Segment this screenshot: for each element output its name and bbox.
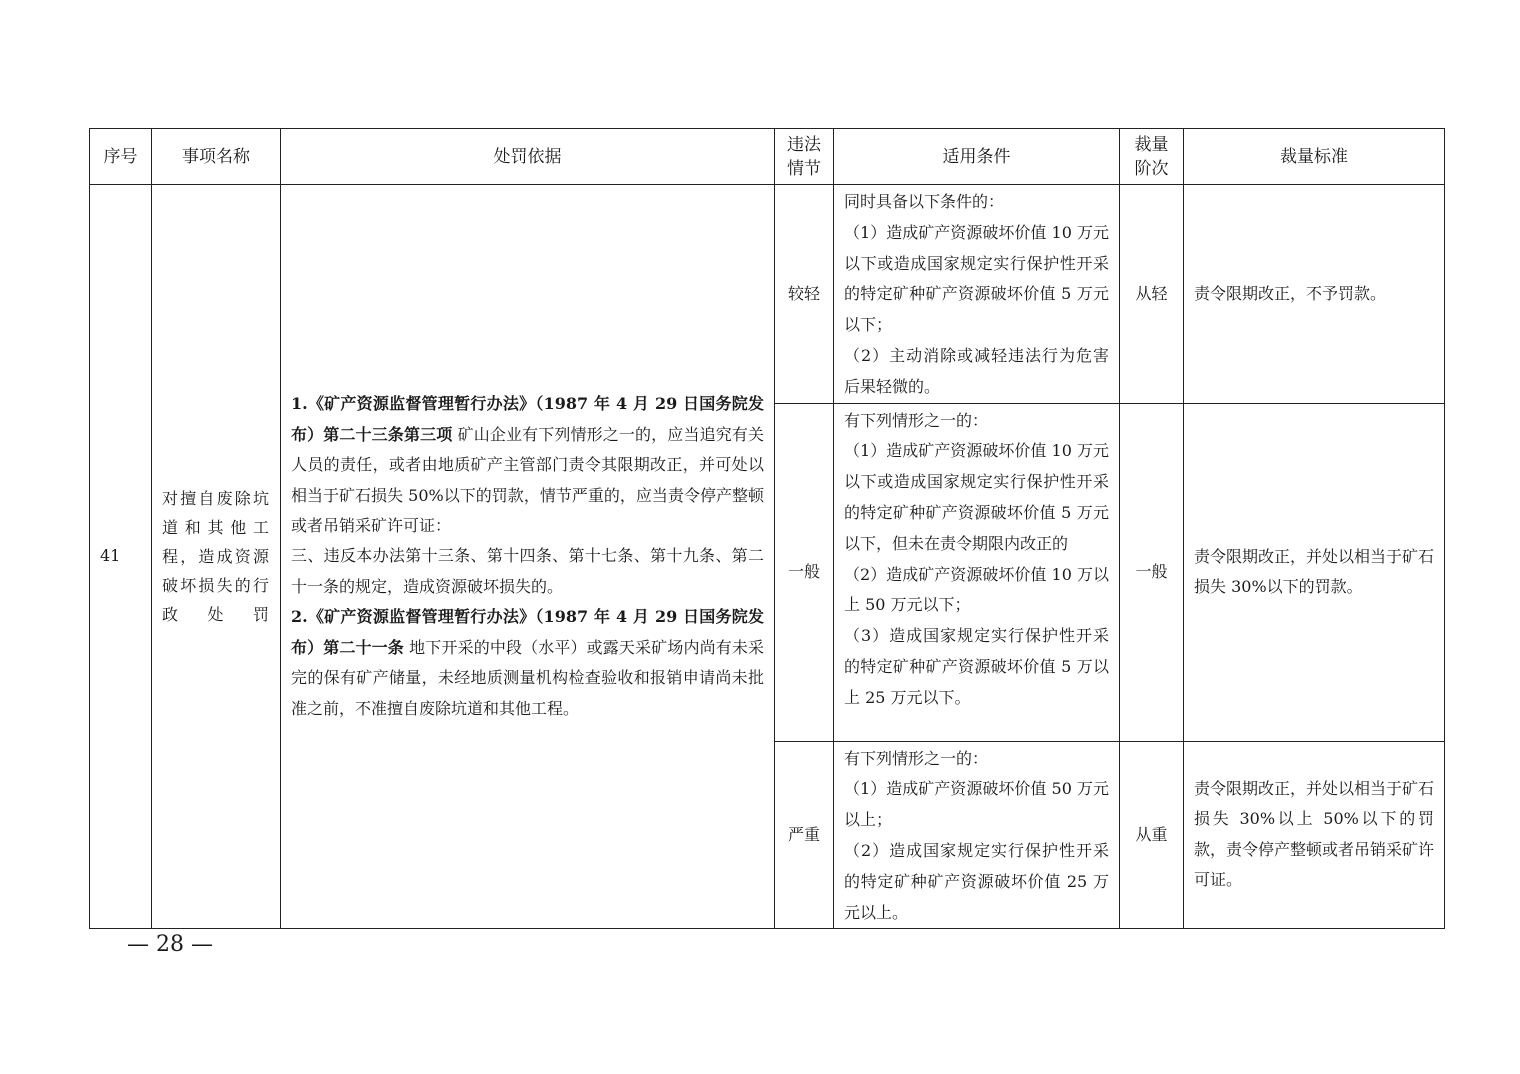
- table-header-row: [90, 129, 1445, 185]
- header-discretion-level-line2: 阶次: [1134, 158, 1169, 179]
- cell-level-general: 一般: [1120, 403, 1184, 741]
- basis-paragraph-1-item: 三、违反本办法第十三条、第十四条、第十七条、第十九条、第二十一条的规定，造成资源破坏损失的。: [291, 546, 764, 596]
- cell-standard-general: 责令限期改正，并处以相当于矿石损失 30%以下的罚款。: [1184, 403, 1445, 741]
- basis-paragraph-1: [291, 389, 764, 541]
- header-violation-plot: [775, 129, 834, 185]
- penalty-discretion-table: [89, 128, 1445, 929]
- header-seq: 序号: [90, 129, 152, 185]
- cell-penalty-basis: [281, 185, 775, 929]
- header-discretion-standard: 裁量标准: [1184, 129, 1445, 185]
- condition-light-line: （2）主动消除或减轻违法行为危害后果轻微的。: [844, 345, 1109, 396]
- header-violation-plot-line1: 违法: [787, 134, 821, 155]
- condition-light-line: （1）造成矿产资源破坏价值 10 万元以下或造成国家规定实行保护性开采的特定矿种矿产资源破坏价值 5 万元以下；: [844, 222, 1109, 335]
- cell-plot-general: 一般: [775, 403, 834, 741]
- cell-level-severe: 从重: [1120, 741, 1184, 929]
- basis-1-citation: 1.《矿产资源监督管理暂行办法》（1987 年 4 月 29 日国务院发布）第二十三条第三项: [291, 394, 764, 444]
- cell-condition-severe: [834, 741, 1120, 929]
- table-row: [90, 185, 1445, 404]
- cell-condition-general: [834, 403, 1120, 741]
- cell-seq: 41: [90, 185, 152, 929]
- page-number: — 28 —: [127, 932, 213, 957]
- condition-general-line: 有下列情形之一的：: [844, 410, 989, 430]
- header-penalty-basis: 处罚依据: [281, 129, 775, 185]
- cell-standard-severe: 责令限期改正，并处以相当于矿石损失 30%以上 50%以下的罚款，责令停产整顿或者吊销采矿许可证。: [1184, 741, 1445, 929]
- header-violation-plot-line2: 情节: [787, 158, 821, 179]
- cell-standard-light: 责令限期改正，不予罚款。: [1184, 185, 1445, 404]
- basis-2-text: 地下开采的中段（水平）或露天采矿场内尚有未采完的保有矿产储量，未经地质测量机构检查验收和报销申请尚未批准之前，不准擅自废除坑道和其他工程。: [291, 637, 764, 718]
- header-discretion-level: [1120, 129, 1184, 185]
- header-discretion-level-line1: 裁量: [1134, 134, 1169, 155]
- cell-item-name: 对擅自废除坑道和其他工程，造成资源破坏损失的行政处罚: [152, 185, 281, 929]
- cell-condition-light: [834, 185, 1120, 404]
- condition-light-line: 同时具备以下条件的：: [844, 192, 1005, 211]
- condition-general-line: （3）造成国家规定实行保护性开采的特定矿种矿产资源破坏价值 5 万以上 25 万元以下。: [844, 626, 1109, 707]
- basis-2-citation: 2.《矿产资源监督管理暂行办法》（1987 年 4 月 29 日国务院发布）第二十一条: [291, 607, 764, 657]
- condition-general-line: （2）造成矿产资源破坏价值 10 万以上 50 万元以下；: [844, 564, 1109, 615]
- condition-severe-line: 有下列情形之一的：: [844, 748, 989, 768]
- cell-plot-severe: 严重: [775, 741, 834, 929]
- condition-severe-line: （1）造成矿产资源破坏价值 50 万元以上；: [844, 779, 1109, 830]
- basis-1-text: 矿山企业有下列情形之一的，应当追究有关人员的责任，或者由地质矿产主管部门责令其限期改正，并可处以相当于矿石损失 50%以下的罚款，情节严重的，应当责令停产整顿或者吊销采矿许可证：: [291, 424, 764, 536]
- header-applicable-condition: 适用条件: [834, 129, 1120, 185]
- header-item-name: 事项名称: [152, 129, 281, 185]
- cell-level-light: 从轻: [1120, 185, 1184, 404]
- basis-paragraph-2: [291, 602, 764, 724]
- cell-plot-light: 较轻: [775, 185, 834, 404]
- condition-general-line: （1）造成矿产资源破坏价值 10 万元以下或造成国家规定实行保护性开采的特定矿种矿产资源破坏价值 5 万元以下，但未在责令期限内改正的: [844, 441, 1109, 553]
- condition-severe-line: （2）造成国家规定实行保护性开采的特定矿种矿产资源破坏价值 25 万元以上。: [844, 840, 1109, 922]
